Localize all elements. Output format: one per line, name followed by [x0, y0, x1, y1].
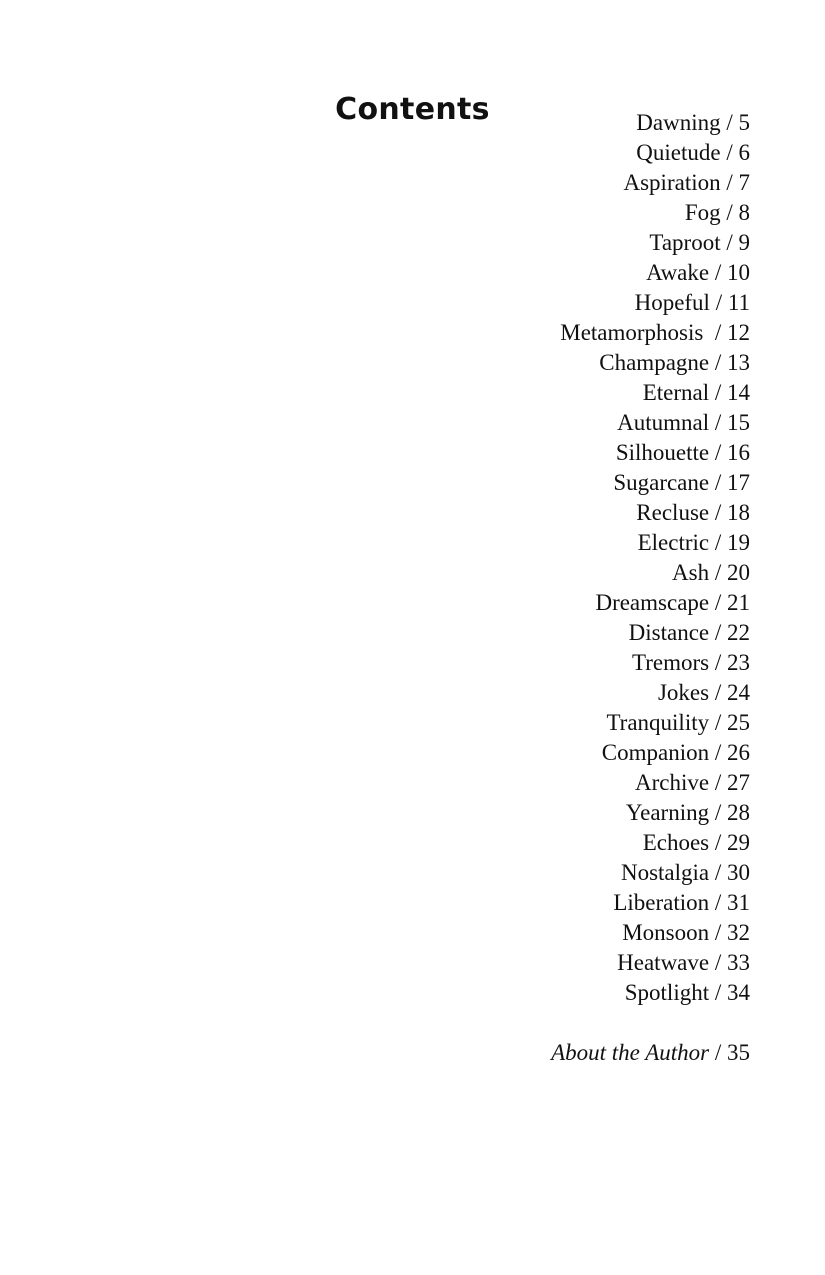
toc-entry-separator: /	[709, 500, 727, 525]
toc-entry-separator: /	[709, 1040, 727, 1065]
toc-entry-separator: /	[709, 980, 727, 1005]
toc-entry-page-number: 17	[727, 470, 750, 495]
toc-entry-title: Dreamscape	[595, 590, 710, 615]
toc-entry	[350, 828, 750, 858]
toc-entry-page-number: 35	[727, 1040, 750, 1065]
toc-entry	[350, 588, 750, 618]
toc-entry	[350, 318, 750, 348]
toc-entry	[350, 948, 750, 978]
toc-entry-page-number: 15	[727, 410, 750, 435]
toc-entry-separator: /	[709, 800, 727, 825]
toc-entry-page-number: 16	[727, 440, 750, 465]
toc-entry-separator: /	[720, 170, 739, 195]
toc-entry	[350, 138, 750, 168]
table-of-contents	[350, 108, 750, 1008]
toc-entry-title: Distance	[628, 620, 710, 645]
toc-entry-page-number: 29	[727, 830, 750, 855]
toc-entry	[350, 528, 750, 558]
toc-entry-separator: /	[709, 470, 727, 495]
toc-entry-title: Liberation	[613, 890, 710, 915]
toc-entry	[350, 438, 750, 468]
toc-entry-separator: /	[709, 410, 727, 435]
toc-entry-page-number: 9	[738, 230, 750, 255]
toc-entry-page-number: 27	[727, 770, 750, 795]
toc-entry-page-number: 20	[727, 560, 750, 585]
toc-entry	[350, 648, 750, 678]
toc-entry-title: Tremors	[632, 650, 710, 675]
toc-entry-title: Silhouette	[615, 440, 710, 465]
toc-entry	[350, 558, 750, 588]
toc-entry-page-number: 6	[738, 140, 750, 165]
toc-entry-about-the-author	[350, 1038, 750, 1068]
toc-entry-title: Monsoon	[622, 920, 710, 945]
toc-entry	[350, 708, 750, 738]
toc-entry	[350, 198, 750, 228]
toc-entry	[350, 108, 750, 138]
page-title: Contents	[335, 92, 490, 128]
toc-entry	[350, 408, 750, 438]
toc-entry-separator: /	[709, 380, 727, 405]
toc-entry-separator: /	[709, 650, 727, 675]
toc-entry-title: Spotlight	[624, 980, 710, 1005]
toc-entry-title: Electric	[637, 530, 710, 555]
toc-entry	[350, 378, 750, 408]
toc-entry-page-number: 23	[727, 650, 750, 675]
toc-entry	[350, 768, 750, 798]
toc-entry-separator: /	[709, 590, 727, 615]
toc-entry-title: Sugarcane	[613, 470, 710, 495]
toc-entry-separator: /	[709, 860, 727, 885]
toc-entry	[350, 888, 750, 918]
toc-entry-page-number: 28	[727, 800, 750, 825]
toc-entry-title: Autumnal	[617, 410, 710, 435]
toc-entry-title: Taproot	[649, 230, 721, 255]
toc-entry-separator: /	[709, 620, 727, 645]
toc-entry-separator: /	[703, 320, 727, 345]
toc-entry-page-number: 24	[727, 680, 750, 705]
toc-entry-title: Nostalgia	[620, 860, 710, 885]
toc-entry-page-number: 8	[738, 200, 750, 225]
toc-entry	[350, 618, 750, 648]
toc-entry-title: About the Author	[551, 1040, 710, 1065]
toc-entry-separator: /	[709, 890, 727, 915]
toc-entry-page-number: 19	[727, 530, 750, 555]
toc-entry-page-number: 10	[727, 260, 750, 285]
toc-entry	[350, 978, 750, 1008]
toc-entry-title: Metamorphosis	[560, 320, 704, 345]
toc-entry-page-number: 34	[727, 980, 750, 1005]
toc-entry-title: Echoes	[642, 830, 710, 855]
toc-entry	[350, 738, 750, 768]
toc-entry-title: Yearning	[625, 800, 710, 825]
toc-entry-title: Champagne	[599, 350, 710, 375]
toc-entry-title: Companion	[601, 740, 710, 765]
toc-entry-title: Dawning	[636, 110, 721, 135]
toc-entry-page-number: 18	[727, 500, 750, 525]
toc-entry	[350, 468, 750, 498]
toc-entry-separator: /	[720, 230, 739, 255]
toc-entry-separator: /	[709, 260, 727, 285]
toc-entry-title: Awake	[646, 260, 710, 285]
toc-entry	[350, 258, 750, 288]
toc-entry-separator: /	[709, 350, 727, 375]
toc-entry	[350, 678, 750, 708]
toc-entry-separator: /	[709, 950, 727, 975]
toc-entry-separator: /	[709, 680, 727, 705]
toc-entry-separator: /	[720, 110, 739, 135]
toc-entry	[350, 498, 750, 528]
toc-entry-separator: /	[709, 560, 727, 585]
toc-entry-title: Recluse	[636, 500, 710, 525]
toc-entry	[350, 288, 750, 318]
toc-entry-page-number: 12	[727, 320, 750, 345]
toc-entry-title: Archive	[635, 770, 710, 795]
toc-entry-separator: /	[720, 140, 739, 165]
toc-entry-title: Quietude	[636, 140, 721, 165]
toc-entry-page-number: 14	[727, 380, 750, 405]
toc-entry-separator: /	[709, 920, 727, 945]
toc-entry-page-number: 22	[727, 620, 750, 645]
toc-entry-page-number: 11	[727, 290, 750, 315]
toc-entry	[350, 348, 750, 378]
toc-entry	[350, 168, 750, 198]
toc-entry-page-number: 33	[727, 950, 750, 975]
toc-entry-page-number: 26	[727, 740, 750, 765]
toc-entry-separator: /	[709, 530, 727, 555]
toc-entry-page-number: 31	[727, 890, 750, 915]
toc-entry-title: Fog	[684, 200, 721, 225]
toc-entry-separator: /	[709, 440, 727, 465]
toc-entry-title: Eternal	[642, 380, 710, 405]
toc-entry-title: Hopeful	[634, 290, 710, 315]
toc-entry	[350, 858, 750, 888]
toc-entry	[350, 798, 750, 828]
toc-entry-separator: /	[709, 710, 727, 735]
toc-entry	[350, 918, 750, 948]
toc-entry	[350, 228, 750, 258]
toc-entry-page-number: 30	[727, 860, 750, 885]
toc-entry-separator: /	[709, 290, 728, 315]
toc-entry-title: Tranquility	[606, 710, 710, 735]
toc-entry-separator: /	[709, 740, 727, 765]
toc-entry-page-number: 32	[727, 920, 750, 945]
toc-entry-page-number: 13	[727, 350, 750, 375]
toc-entry-page-number: 25	[727, 710, 750, 735]
toc-entry-separator: /	[709, 770, 727, 795]
toc-entry-page-number: 7	[738, 170, 750, 195]
toc-entry-separator: /	[709, 830, 727, 855]
toc-entry-page-number: 5	[738, 110, 750, 135]
toc-entry-title: Jokes	[657, 680, 710, 705]
toc-entry-separator: /	[720, 200, 739, 225]
toc-entry-title: Aspiration	[623, 170, 721, 195]
toc-entry-page-number: 21	[727, 590, 750, 615]
toc-entry-title: Heatwave	[617, 950, 710, 975]
toc-entry-title: Ash	[672, 560, 710, 585]
